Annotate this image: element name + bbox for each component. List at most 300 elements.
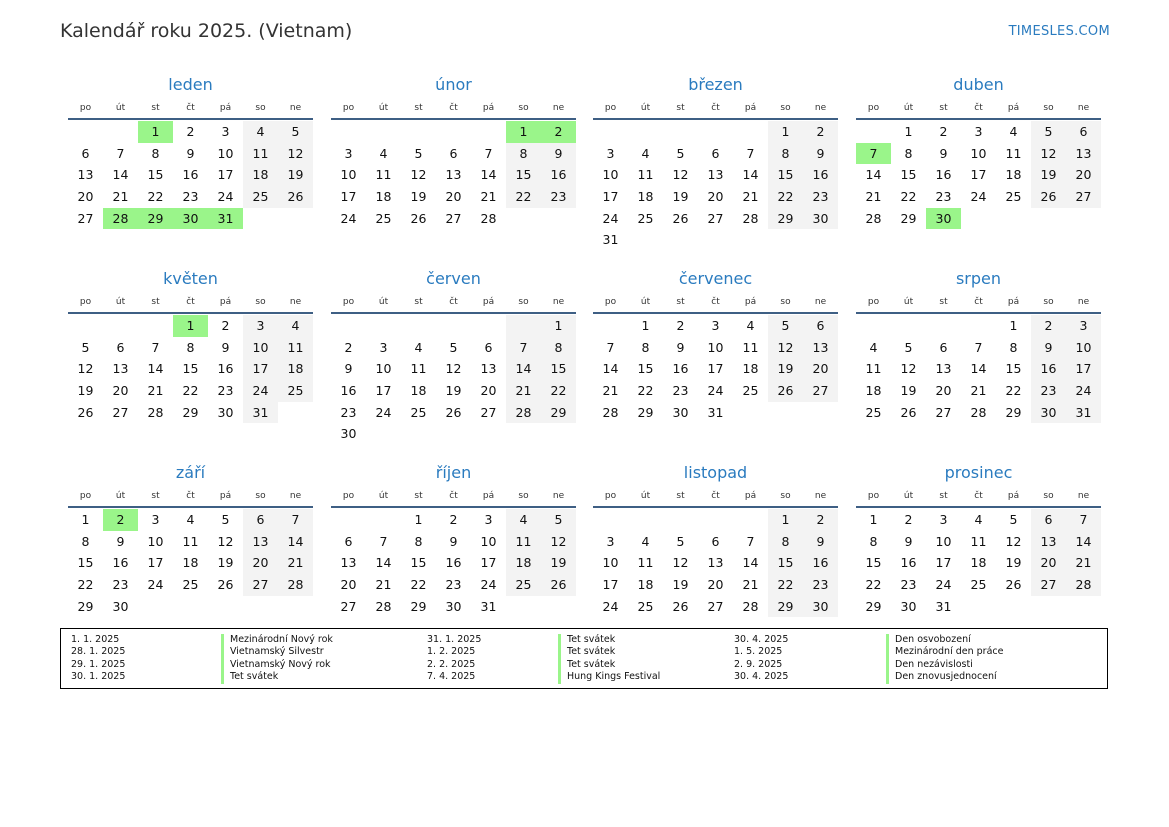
day-cell: 13	[1031, 531, 1066, 553]
day-cell: 5	[768, 315, 803, 337]
weekday-label: so	[518, 491, 529, 501]
day-cell: 18	[742, 361, 759, 377]
day-cell: 13	[112, 361, 129, 377]
day-cell: 9	[904, 533, 913, 549]
weekday-label: čt	[711, 491, 720, 501]
weekday-label: ne	[289, 491, 302, 501]
weekday-label: po	[342, 297, 355, 307]
day-cell: 8	[904, 145, 913, 161]
day-cell: 19	[900, 383, 917, 399]
weekday-header	[856, 98, 1101, 120]
day-cell: 31	[602, 232, 619, 248]
month-březen	[593, 72, 838, 251]
day-cell: 23	[445, 577, 462, 593]
day-cell: 28	[147, 404, 164, 420]
day-cell: 18	[506, 552, 541, 574]
legend-holiday-name: Vietnamský Nový rok	[221, 659, 430, 671]
day-cell: 11	[970, 533, 987, 549]
day-cell: 15	[77, 555, 94, 571]
day-cell: 28	[506, 402, 541, 424]
day-cell: 7	[278, 509, 313, 531]
day-cell: 22	[147, 189, 164, 205]
day-cell: 21	[375, 577, 392, 593]
day-grid	[68, 508, 313, 617]
day-cell: 1	[1009, 318, 1018, 333]
weekday-label: po	[867, 103, 880, 113]
day-cell: 9	[221, 339, 230, 355]
day-cell: 2	[904, 512, 913, 527]
weekday-header	[331, 98, 576, 120]
day-cell: 6	[939, 339, 948, 355]
weekday-label: út	[115, 491, 126, 501]
weekday-label: út	[640, 297, 651, 307]
day-cell: 20	[1031, 552, 1066, 574]
day-cell: 16	[803, 552, 838, 574]
day-cell: 4	[974, 512, 983, 527]
weekday-label: pá	[219, 491, 232, 501]
day-cell: 31	[935, 598, 952, 614]
day-cell: 4	[641, 533, 650, 549]
day-cell: 18	[1005, 167, 1022, 183]
day-cell: 17	[243, 358, 278, 380]
day-cell: 26	[77, 404, 94, 420]
weekday-label: ne	[814, 103, 827, 113]
day-cell: 21	[480, 189, 497, 205]
weekday-label: ne	[289, 297, 302, 307]
day-cell: 16	[935, 167, 952, 183]
day-cell: 19	[217, 555, 234, 571]
day-cell: 1	[641, 318, 650, 333]
day-cell: 22	[541, 380, 576, 402]
day-cell: 1	[414, 512, 423, 527]
weekday-label: út	[378, 491, 389, 501]
day-cell: 7	[606, 339, 615, 355]
month-name: listopad	[683, 463, 748, 482]
day-cell: 19	[768, 358, 803, 380]
day-cell: 26	[410, 210, 427, 226]
weekday-label: út	[640, 103, 651, 113]
day-cell: 20	[480, 383, 497, 399]
month-červenec	[593, 266, 838, 423]
day-cell: 31	[1066, 402, 1101, 424]
weekday-label: čt	[974, 103, 983, 113]
day-cell: 10	[243, 337, 278, 359]
day-cell: 18	[243, 164, 278, 186]
day-cell: 23	[217, 383, 234, 399]
day-grid	[593, 120, 838, 251]
day-cell: 5	[1009, 512, 1018, 527]
month-name: únor	[435, 75, 472, 94]
day-cell: 10	[1066, 337, 1101, 359]
weekday-label: čt	[974, 491, 983, 501]
holiday-day: 1	[506, 121, 541, 143]
weekday-label: po	[342, 491, 355, 501]
day-cell: 9	[344, 361, 353, 377]
day-cell: 24	[602, 598, 619, 614]
day-cell: 20	[707, 189, 724, 205]
day-cell: 30	[217, 404, 234, 420]
legend-date: 28. 1. 2025	[71, 646, 126, 658]
weekday-label: út	[903, 491, 914, 501]
day-cell: 24	[1066, 380, 1101, 402]
day-cell: 14	[375, 555, 392, 571]
day-cell: 4	[379, 145, 388, 161]
day-cell: 26	[217, 577, 234, 593]
weekday-header	[593, 292, 838, 314]
day-cell: 14	[1066, 531, 1101, 553]
weekday-label: st	[151, 297, 160, 307]
day-cell: 15	[768, 164, 803, 186]
day-cell: 14	[278, 531, 313, 553]
day-cell: 9	[1031, 337, 1066, 359]
day-cell: 12	[410, 167, 427, 183]
holiday-day: 2	[541, 121, 576, 143]
day-cell: 5	[449, 339, 458, 355]
day-cell: 21	[1066, 552, 1101, 574]
empty-day	[628, 121, 663, 143]
day-cell: 6	[711, 533, 720, 549]
legend-date: 2. 9. 2025	[734, 658, 783, 670]
day-cell: 22	[768, 574, 803, 596]
day-cell: 19	[672, 577, 689, 593]
empty-day	[506, 315, 541, 337]
day-cell: 6	[484, 339, 493, 355]
weekday-label: st	[151, 491, 160, 501]
legend-holiday-name: Tet svátek	[558, 659, 767, 671]
day-cell: 8	[186, 339, 195, 355]
day-cell: 28	[865, 210, 882, 226]
day-cell: 11	[506, 531, 541, 553]
day-cell: 24	[375, 404, 392, 420]
day-cell: 31	[243, 402, 278, 424]
holiday-day: 29	[138, 208, 173, 230]
weekday-label: ne	[289, 103, 302, 113]
day-cell: 24	[480, 577, 497, 593]
day-cell: 2	[344, 339, 353, 355]
day-cell: 7	[484, 145, 493, 161]
day-cell: 12	[278, 143, 313, 165]
day-cell: 3	[379, 339, 388, 355]
day-cell: 23	[803, 574, 838, 596]
weekday-label: ne	[1077, 297, 1090, 307]
day-cell: 6	[81, 145, 90, 161]
day-cell: 1	[768, 509, 803, 531]
day-cell: 3	[1066, 315, 1101, 337]
weekday-label: út	[115, 103, 126, 113]
day-cell: 18	[410, 383, 427, 399]
day-cell: 24	[243, 380, 278, 402]
day-cell: 23	[112, 577, 129, 593]
day-cell: 7	[746, 145, 755, 161]
empty-day	[138, 315, 173, 337]
weekday-label: ne	[552, 297, 565, 307]
weekday-label: st	[676, 297, 685, 307]
day-cell: 20	[803, 358, 838, 380]
weekday-label: út	[115, 297, 126, 307]
month-name: leden	[168, 75, 213, 94]
day-cell: 25	[410, 404, 427, 420]
empty-day	[436, 315, 471, 337]
day-cell: 4	[506, 509, 541, 531]
day-cell: 6	[344, 533, 353, 549]
day-cell: 24	[602, 210, 619, 226]
month-prosinec	[856, 460, 1101, 617]
weekday-label: po	[867, 297, 880, 307]
day-cell: 12	[768, 337, 803, 359]
weekday-label: čt	[449, 103, 458, 113]
day-cell: 13	[707, 555, 724, 571]
legend-holiday-name: Mezinárodní Nový rok	[221, 634, 430, 646]
day-cell: 3	[151, 512, 160, 527]
day-cell: 18	[375, 189, 392, 205]
day-cell: 27	[77, 210, 94, 226]
weekday-label: čt	[186, 103, 195, 113]
empty-day	[331, 121, 366, 143]
day-cell: 12	[445, 361, 462, 377]
day-cell: 14	[147, 361, 164, 377]
weekday-label: po	[867, 491, 880, 501]
empty-day	[593, 509, 628, 531]
day-cell: 29	[182, 404, 199, 420]
day-cell: 13	[480, 361, 497, 377]
day-cell: 2	[1031, 315, 1066, 337]
month-name: červen	[426, 269, 481, 288]
day-cell: 17	[707, 361, 724, 377]
day-cell: 8	[869, 533, 878, 549]
day-cell: 26	[900, 404, 917, 420]
weekday-label: po	[604, 103, 617, 113]
day-cell: 15	[147, 167, 164, 183]
day-cell: 15	[506, 164, 541, 186]
holiday-day: 31	[208, 208, 243, 230]
day-cell: 13	[77, 167, 94, 183]
month-červen	[331, 266, 576, 445]
day-cell: 26	[278, 186, 313, 208]
holiday-day: 1	[173, 315, 208, 337]
empty-day	[698, 121, 733, 143]
day-cell: 22	[77, 577, 94, 593]
day-cell: 4	[278, 315, 313, 337]
empty-day	[68, 121, 103, 143]
day-cell: 15	[768, 552, 803, 574]
weekday-label: pá	[482, 297, 495, 307]
month-duben	[856, 72, 1101, 229]
empty-day	[471, 315, 506, 337]
day-cell: 21	[865, 189, 882, 205]
day-cell: 3	[939, 512, 948, 527]
day-cell: 15	[900, 167, 917, 183]
day-cell: 28	[742, 210, 759, 226]
weekday-label: čt	[711, 103, 720, 113]
legend-holiday-name: Tet svátek	[558, 646, 767, 658]
day-cell: 20	[77, 189, 94, 205]
weekday-label: ne	[814, 297, 827, 307]
legend-holiday-name: Vietnamský Silvestr	[221, 646, 430, 658]
empty-day	[401, 121, 436, 143]
day-cell: 8	[641, 339, 650, 355]
day-cell: 5	[278, 121, 313, 143]
empty-day	[733, 121, 768, 143]
day-cell: 9	[803, 531, 838, 553]
day-cell: 21	[970, 383, 987, 399]
day-cell: 24	[707, 383, 724, 399]
day-cell: 27	[803, 380, 838, 402]
month-name: červenec	[678, 269, 753, 288]
weekday-label: po	[604, 297, 617, 307]
day-cell: 21	[278, 552, 313, 574]
day-cell: 29	[541, 402, 576, 424]
day-cell: 23	[803, 186, 838, 208]
day-cell: 1	[768, 121, 803, 143]
day-cell: 10	[375, 361, 392, 377]
legend-date: 29. 1. 2025	[71, 658, 126, 670]
day-cell: 28	[375, 598, 392, 614]
day-grid	[593, 508, 838, 617]
day-cell: 17	[480, 555, 497, 571]
day-cell: 5	[541, 509, 576, 531]
day-cell: 17	[602, 577, 619, 593]
day-cell: 2	[186, 124, 195, 139]
legend-holiday-name: Den znovusjednocení	[886, 671, 1095, 683]
day-cell: 22	[506, 186, 541, 208]
day-cell: 17	[340, 189, 357, 205]
day-cell: 19	[77, 383, 94, 399]
day-cell: 27	[1066, 186, 1101, 208]
day-cell: 9	[116, 533, 125, 549]
day-cell: 22	[865, 577, 882, 593]
day-cell: 29	[1005, 404, 1022, 420]
empty-day	[471, 121, 506, 143]
day-cell: 17	[602, 189, 619, 205]
day-cell: 1	[541, 315, 576, 337]
day-cell: 22	[1005, 383, 1022, 399]
day-cell: 23	[182, 189, 199, 205]
weekday-label: čt	[711, 297, 720, 307]
empty-day	[663, 509, 698, 531]
day-cell: 28	[970, 404, 987, 420]
empty-day	[961, 315, 996, 337]
day-cell: 15	[865, 555, 882, 571]
day-cell: 14	[602, 361, 619, 377]
empty-day	[68, 315, 103, 337]
weekday-label: st	[414, 491, 423, 501]
weekday-label: so	[780, 103, 791, 113]
day-cell: 12	[541, 531, 576, 553]
day-cell: 20	[707, 577, 724, 593]
day-cell: 2	[449, 512, 458, 527]
weekday-label: út	[378, 103, 389, 113]
day-cell: 29	[410, 598, 427, 614]
empty-day	[366, 315, 401, 337]
day-cell: 9	[676, 339, 685, 355]
weekday-label: st	[414, 297, 423, 307]
day-grid	[331, 120, 576, 229]
day-cell: 19	[541, 552, 576, 574]
day-cell: 10	[935, 533, 952, 549]
holiday-day: 7	[856, 143, 891, 165]
weekday-label: so	[1043, 297, 1054, 307]
legend-date: 1. 1. 2025	[71, 634, 120, 645]
day-cell: 8	[151, 145, 160, 161]
day-cell: 5	[81, 339, 90, 355]
legend-holiday-name: Den nezávislosti	[886, 659, 1095, 671]
day-cell: 16	[1031, 358, 1066, 380]
day-cell: 27	[243, 574, 278, 596]
day-cell: 30	[445, 598, 462, 614]
day-cell: 8	[81, 533, 90, 549]
holiday-day: 28	[103, 208, 138, 230]
weekday-label: so	[1043, 491, 1054, 501]
empty-day	[436, 121, 471, 143]
day-cell: 12	[77, 361, 94, 377]
day-cell: 30	[340, 426, 357, 442]
day-cell: 4	[641, 145, 650, 161]
day-cell: 6	[449, 145, 458, 161]
day-cell: 25	[742, 383, 759, 399]
day-cell: 3	[606, 533, 615, 549]
legend-date: 30. 1. 2025	[71, 671, 126, 683]
day-cell: 13	[340, 555, 357, 571]
empty-day	[366, 509, 401, 531]
empty-day	[331, 509, 366, 531]
day-cell: 16	[112, 555, 129, 571]
empty-day	[103, 121, 138, 143]
day-cell: 5	[1031, 121, 1066, 143]
day-cell: 16	[445, 555, 462, 571]
weekday-header	[856, 486, 1101, 508]
day-cell: 30	[803, 596, 838, 618]
day-cell: 14	[506, 358, 541, 380]
weekday-label: po	[79, 103, 92, 113]
day-cell: 17	[147, 555, 164, 571]
day-cell: 29	[768, 596, 803, 618]
day-cell: 25	[506, 574, 541, 596]
day-cell: 26	[1031, 186, 1066, 208]
day-cell: 8	[414, 533, 423, 549]
holiday-day: 30	[926, 208, 961, 230]
weekday-label: ne	[1077, 103, 1090, 113]
empty-day	[628, 509, 663, 531]
day-cell: 17	[375, 383, 392, 399]
day-cell: 3	[344, 145, 353, 161]
day-cell: 2	[803, 121, 838, 143]
weekday-label: so	[780, 297, 791, 307]
weekday-label: pá	[1007, 491, 1020, 501]
weekday-label: pá	[744, 491, 757, 501]
legend-date: 1. 5. 2025	[734, 646, 783, 658]
day-cell: 7	[506, 337, 541, 359]
day-cell: 24	[935, 577, 952, 593]
day-cell: 31	[707, 404, 724, 420]
site-link[interactable]: TIMESLES.COM	[1008, 24, 1110, 39]
day-cell: 25	[182, 577, 199, 593]
day-cell: 26	[768, 380, 803, 402]
month-říjen	[331, 460, 576, 617]
day-cell: 14	[742, 555, 759, 571]
day-cell: 19	[672, 189, 689, 205]
day-cell: 11	[182, 533, 199, 549]
day-cell: 12	[672, 167, 689, 183]
day-cell: 21	[147, 383, 164, 399]
day-cell: 21	[506, 380, 541, 402]
day-grid	[331, 314, 576, 445]
day-cell: 2	[939, 124, 948, 139]
day-cell: 14	[742, 167, 759, 183]
day-cell: 29	[900, 210, 917, 226]
day-cell: 25	[637, 210, 654, 226]
day-cell: 1	[869, 512, 878, 527]
day-cell: 11	[1005, 145, 1022, 161]
